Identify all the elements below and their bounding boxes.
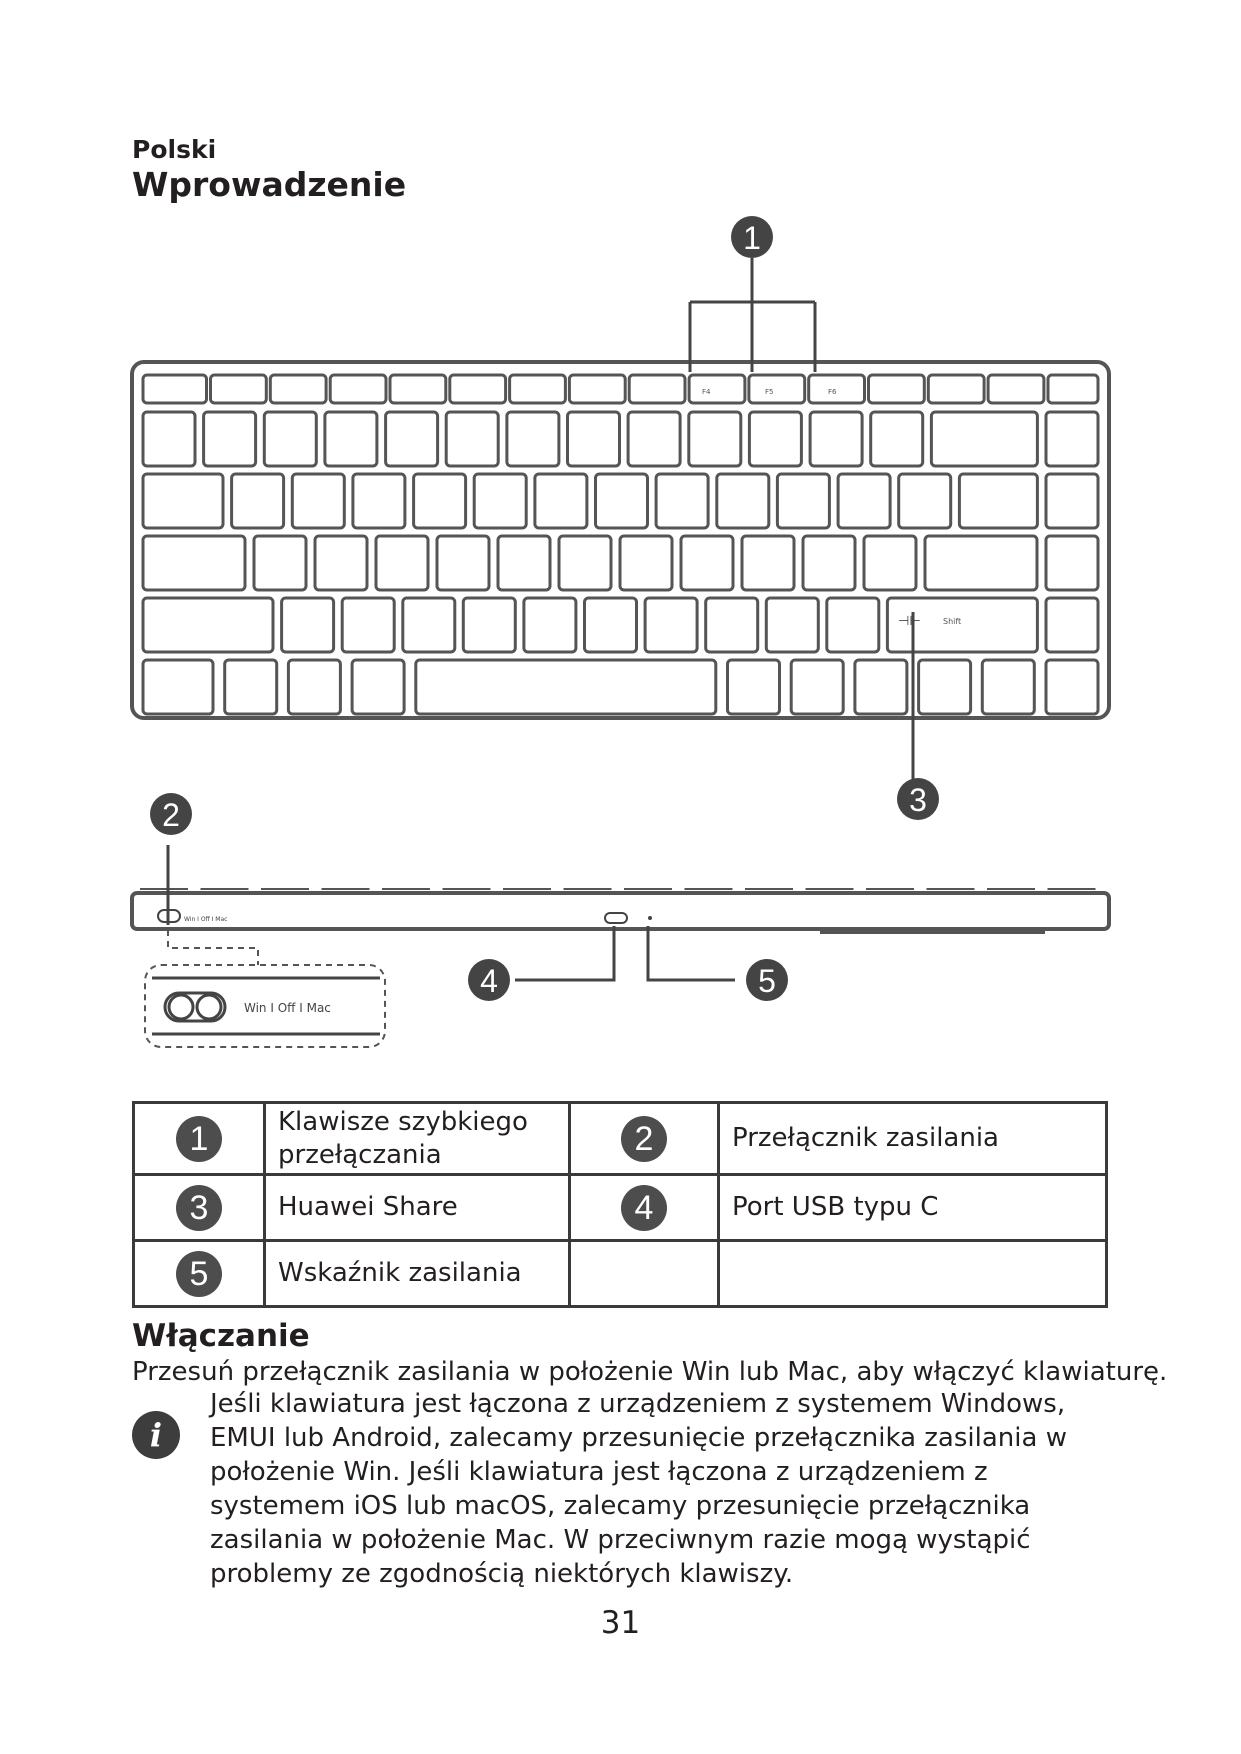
keyboard-key: [749, 412, 801, 466]
svg-text:3: 3: [909, 782, 927, 818]
keyboard-key: [270, 375, 326, 403]
keyboard-key: [559, 536, 611, 590]
keyboard-key: [1048, 375, 1098, 403]
keyboard-key: [569, 375, 625, 403]
legend-label: Huawei Share: [265, 1175, 570, 1241]
keyboard-key: [810, 412, 862, 466]
keyboard-key: [869, 375, 925, 403]
keyboard-key: [232, 474, 284, 528]
keyboard-key: [292, 474, 344, 528]
keyboard-key: [282, 598, 334, 652]
callout-1: [690, 216, 815, 372]
key-label-shift: Shift: [943, 617, 962, 626]
callout-badge: 5: [176, 1251, 222, 1297]
keyboard-key: [689, 375, 745, 403]
keyboard-key: [352, 660, 404, 714]
keyboard-key: [254, 536, 306, 590]
keyboard-key: [982, 660, 1034, 714]
keyboard-key: [446, 412, 498, 466]
keyboard-key: [474, 474, 526, 528]
keyboard-key: [777, 474, 829, 528]
keyboard-key: [568, 412, 620, 466]
table-row: [134, 1175, 1107, 1241]
power-indicator: [648, 916, 652, 920]
svg-text:2: 2: [162, 797, 180, 833]
keyboard-key: [510, 375, 566, 403]
keyboard-key: [629, 375, 685, 403]
language-label: Polski: [132, 135, 217, 164]
keyboard-key: [899, 474, 951, 528]
keyboard-key: [1046, 412, 1098, 466]
keyboard-key: [919, 660, 971, 714]
keyboard-key: [143, 536, 245, 590]
key-label-f6: F6: [828, 388, 837, 396]
legend-label: Klawisze szybkiego przełączania: [265, 1103, 570, 1175]
keyboard-key: [143, 412, 195, 466]
keyboard-key: [749, 375, 805, 403]
keyboard-key: [315, 536, 367, 590]
keyboard-key: [204, 412, 256, 466]
callout-badge: 2: [621, 1116, 667, 1162]
page-number: 31: [600, 1605, 641, 1641]
section-title: Włączanie: [132, 1318, 310, 1354]
keyboard-key: [535, 474, 587, 528]
keyboard-key: [225, 660, 277, 714]
keyboard-key: [386, 412, 438, 466]
keyboard-key: [809, 375, 865, 403]
keyboard-key: [143, 375, 207, 403]
svg-text:5: 5: [758, 963, 776, 999]
keyboard-key: [628, 412, 680, 466]
keyboard-key: [414, 474, 466, 528]
keyboard-key: [1046, 474, 1098, 528]
callout-5: [648, 926, 788, 1001]
keyboard-key: [706, 598, 758, 652]
keyboard-key: [791, 660, 843, 714]
keyboard-key: [498, 536, 550, 590]
svg-text:1: 1: [743, 220, 761, 256]
keyboard-key: [416, 660, 716, 714]
callout-badge: 1: [176, 1116, 222, 1162]
keyboard-key: [342, 598, 394, 652]
callout-4: [468, 926, 614, 1001]
keyboard-key: [620, 536, 672, 590]
keyboard-key: [437, 536, 489, 590]
keyboard-key: [717, 474, 769, 528]
keyboard-key: [390, 375, 446, 403]
keyboard-key: [871, 412, 923, 466]
keyboard-key: [645, 598, 697, 652]
keyboard-key: [585, 598, 637, 652]
keyboard-key: [596, 474, 648, 528]
power-switch-label: Win I Off I Mac: [244, 1001, 331, 1015]
keyboard-key: [728, 660, 780, 714]
keyboard-key: [988, 375, 1044, 403]
keyboard-key: [330, 375, 386, 403]
info-icon: i: [132, 1411, 180, 1459]
keyboard-key: [143, 598, 273, 652]
keyboard-key: [376, 536, 428, 590]
key-label-f5: F5: [765, 388, 774, 396]
keyboard-key: [507, 412, 559, 466]
keyboard-key: [288, 660, 340, 714]
callout-badge: 3: [176, 1185, 222, 1231]
keyboard-key: [143, 474, 223, 528]
keyboard-key: [463, 598, 515, 652]
table-row: [134, 1103, 1107, 1175]
keyboard-key: [855, 660, 907, 714]
keyboard-key: [766, 598, 818, 652]
keyboard-key: [450, 375, 506, 403]
note-text: Jeśli klawiatura jest łączona z urządzeniem z systemem Windows, EMUI lub Android, zalecamy przesunięcie przełącznika zasilania w położenie Win. Jeśli klawiatura jest łączona z urządzeniem z systemem iOS lub macOS, zalecamy przesunięcie przełącznika zasilania w położenie Mac. W przeciwnym razie mogą wystąpić problemy ze zgodnością niektórych klawiszy.: [210, 1389, 1067, 1589]
page-title: Wprowadzenie: [132, 165, 407, 204]
huawei-share-icon: ⊣⊢: [898, 614, 921, 629]
keyboard-key: [1046, 536, 1098, 590]
keyboard-key: [864, 536, 916, 590]
keyboard-key: [925, 536, 1037, 590]
legend-label: Przełącznik zasilania: [719, 1103, 1107, 1175]
keyboard-key: [656, 474, 708, 528]
keyboard-key: [742, 536, 794, 590]
keyboard-key: [143, 660, 213, 714]
keyboard-key: [264, 412, 316, 466]
keyboard-key: [1046, 598, 1098, 652]
keyboard-key: [838, 474, 890, 528]
callout-badge: 4: [621, 1185, 667, 1231]
keyboard-key: [959, 474, 1037, 528]
svg-text:Win I Off I Mac: Win I Off I Mac: [184, 916, 228, 923]
keyboard-key: [827, 598, 879, 652]
keyboard-key: [928, 375, 984, 403]
legend-table: [132, 1101, 1108, 1308]
keyboard-key: [1046, 660, 1098, 714]
keyboard-key: [403, 598, 455, 652]
keyboard-key: [681, 536, 733, 590]
legend-label: Wskaźnik zasilania: [265, 1241, 570, 1307]
section-intro: Przesuń przełącznik zasilania w położenie Win lub Mac, aby włączyć klawiaturę.: [132, 1357, 1168, 1387]
keyboard-key: [325, 412, 377, 466]
svg-text:4: 4: [480, 963, 498, 999]
table-row: [134, 1241, 1107, 1307]
keyboard-key: [803, 536, 855, 590]
keyboard-key: [524, 598, 576, 652]
keyboard-key: [931, 412, 1037, 466]
keyboard-key: [689, 412, 741, 466]
keyboard-key: [353, 474, 405, 528]
key-label-f4: F4: [702, 388, 711, 396]
legend-label: Port USB typu C: [719, 1175, 1107, 1241]
keyboard-key: [211, 375, 267, 403]
